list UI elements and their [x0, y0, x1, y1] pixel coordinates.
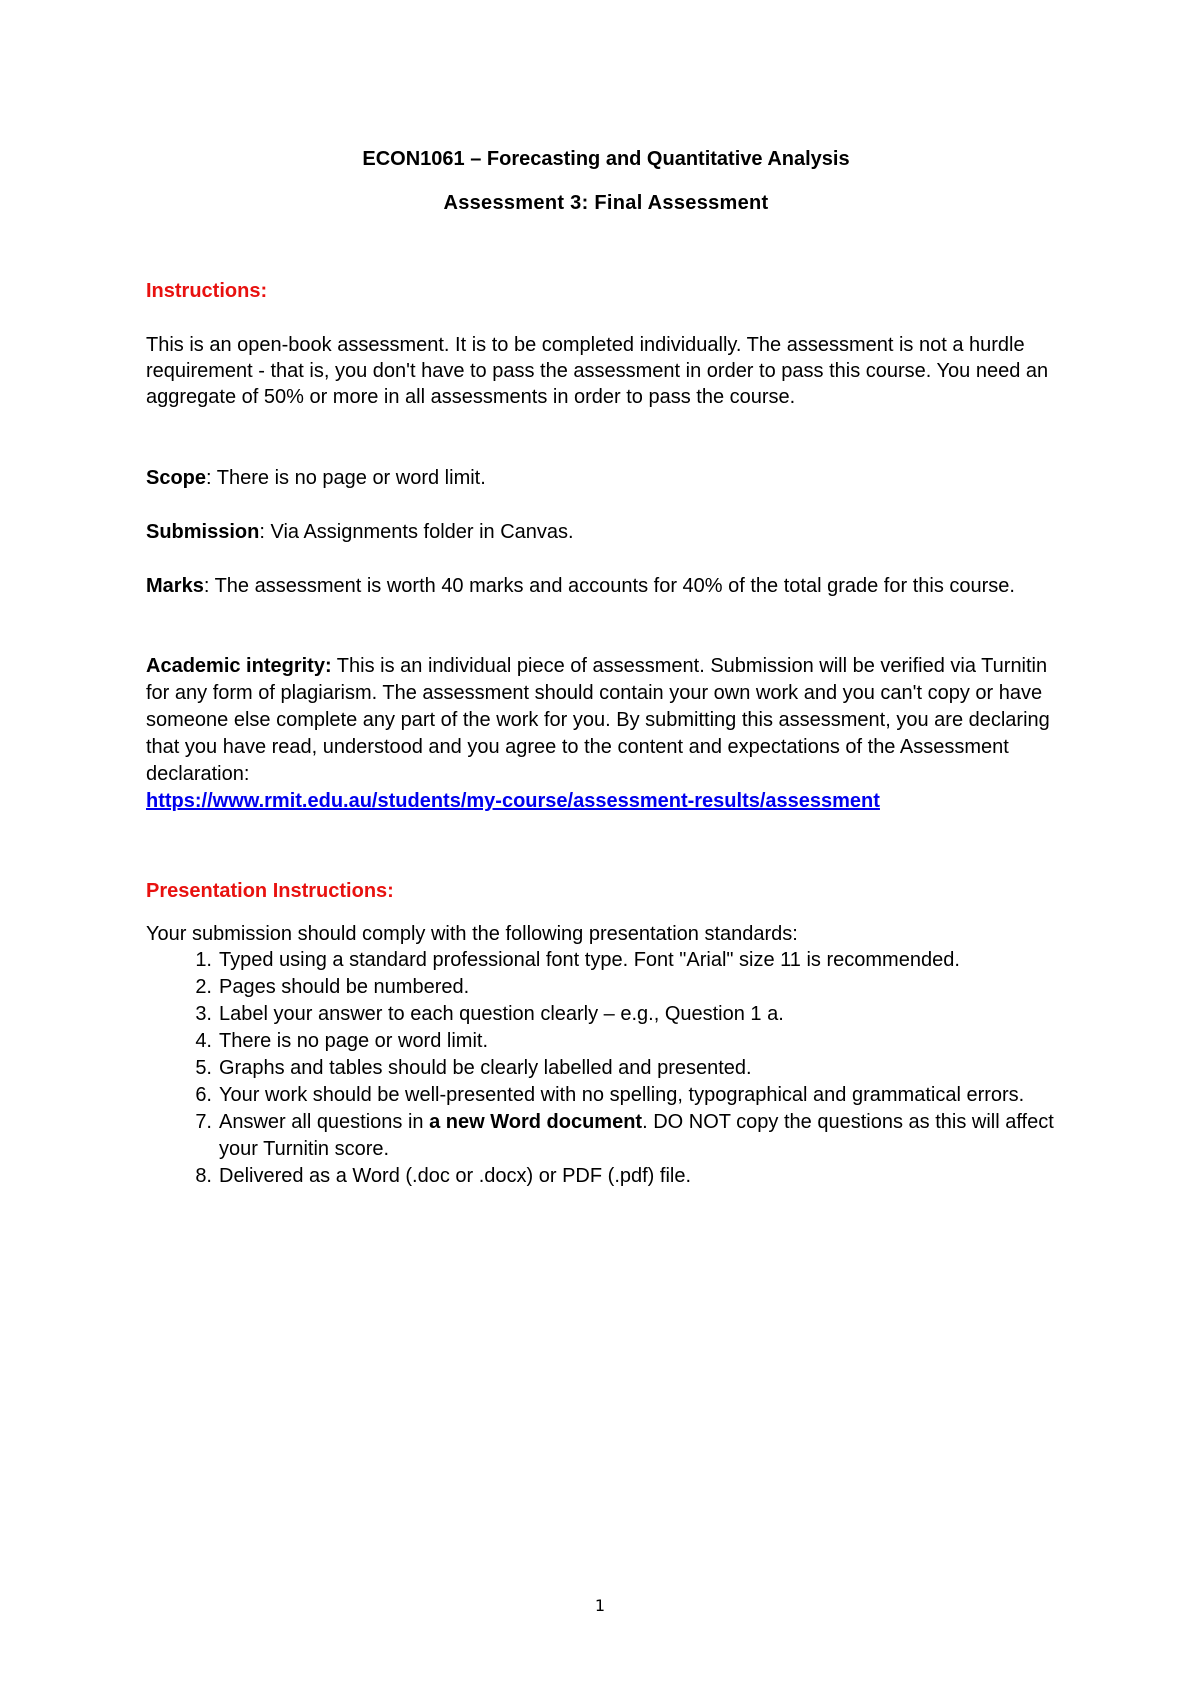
list-item-text: Graphs and tables should be clearly labelled and presented. — [219, 1057, 752, 1079]
list-item — [146, 947, 1066, 974]
presentation-list — [146, 947, 1066, 1190]
list-item — [146, 1163, 1066, 1190]
list-number: 4. — [195, 1030, 212, 1052]
list-item-text-before: Answer all questions in — [219, 1111, 430, 1133]
assessment-declaration-link[interactable]: https://www.rmit.edu.au/students/my-course/assessment-results/assessment — [146, 790, 880, 812]
document-title: ECON1061 – Forecasting and Quantitative Analysis — [362, 148, 850, 170]
list-item — [146, 1082, 1066, 1109]
academic-integrity-label: Academic integrity: — [146, 655, 332, 677]
list-item-text-bold: a new Word document — [429, 1111, 643, 1133]
scope-paragraph — [146, 465, 1066, 491]
list-item-text-after: . DO NOT copy the questions as this will affect your Turnitin score. — [219, 1111, 1054, 1160]
submission-paragraph — [146, 519, 1066, 545]
list-item-text: Pages should be numbered. — [219, 976, 470, 998]
scope-text: : There is no page or word limit. — [206, 467, 486, 489]
page-number: 1 — [594, 1596, 606, 1615]
list-number: 2. — [195, 976, 212, 998]
scope-label: Scope — [146, 467, 207, 489]
marks-label: Marks — [146, 575, 204, 597]
submission-text: : Via Assignments folder in Canvas. — [259, 521, 574, 543]
list-number: 8. — [195, 1165, 212, 1187]
list-item — [146, 1109, 1066, 1163]
list-item — [146, 974, 1066, 1001]
academic-integrity-text: This is an individual piece of assessment. Submission will be verified via Turnitin for any form of plagiarism. The assessment should contain your own work and you can't copy or have someone else complete any part of the work for you. By submitting this assessment, you are declaring that you have read, understood and you agree to the content and expectations of the Assessment declaration: — [146, 655, 1050, 785]
instructions-heading: Instructions: — [146, 280, 268, 302]
marks-paragraph — [146, 573, 1066, 599]
list-number: 7. — [195, 1111, 212, 1133]
list-item — [146, 1055, 1066, 1082]
list-item — [146, 1001, 1066, 1028]
presentation-intro: Your submission should comply with the following presentation standards: — [146, 923, 798, 945]
intro-paragraph: This is an open-book assessment. It is to be completed individually. The assessment is not a hurdle requirement - that is, you don't have to pass the assessment in order to pass this course. You need an aggregate of 50% or more in all assessments in order to pass the course. — [146, 334, 1049, 408]
list-number: 5. — [195, 1057, 212, 1079]
list-number: 6. — [195, 1084, 212, 1106]
academic-integrity-paragraph — [146, 653, 1066, 815]
document-subtitle: Assessment 3: Final Assessment — [443, 192, 769, 214]
presentation-heading: Presentation Instructions: — [146, 880, 394, 902]
marks-text: : The assessment is worth 40 marks and accounts for 40% of the total grade for this course. — [203, 575, 1015, 597]
list-item — [146, 1028, 1066, 1055]
list-number: 1. — [195, 949, 212, 971]
submission-label: Submission — [146, 521, 260, 543]
list-item-text: Your work should be well-presented with no spelling, typographical and grammatical errors. — [219, 1084, 1025, 1106]
list-number: 3. — [195, 1003, 212, 1025]
list-item-text: Typed using a standard professional font type. Font "Arial" size 11 is recommended. — [219, 949, 960, 971]
list-item-text: Delivered as a Word (.doc or .docx) or PDF (.pdf) file. — [219, 1165, 692, 1187]
list-item-text: Label your answer to each question clearly – e.g., Question 1 a. — [219, 1003, 784, 1025]
list-item-text: There is no page or word limit. — [219, 1030, 489, 1052]
